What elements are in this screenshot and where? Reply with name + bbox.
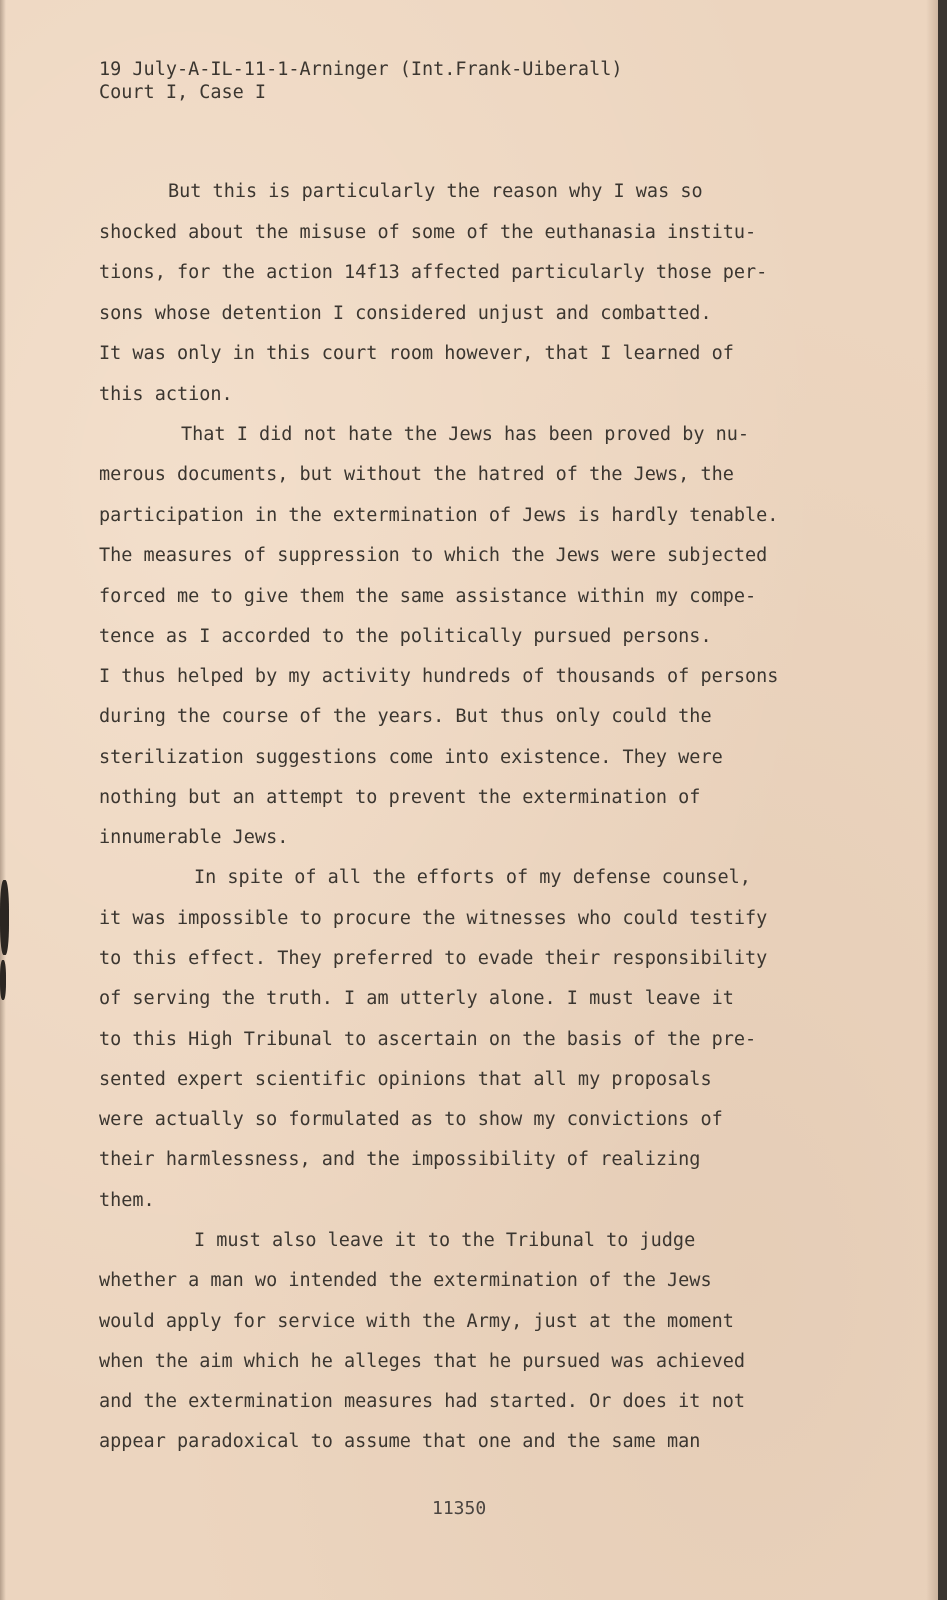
- text-line: I thus helped by my activity hundreds of thousands of persons: [99, 666, 779, 687]
- text-line: to this effect. They preferred to evade their responsibility: [99, 948, 768, 969]
- header-reference: 19 July-A-IL-11-1-Arninger (Int.Frank-Uiberall): [99, 59, 623, 80]
- text-line: them.: [99, 1190, 155, 1211]
- text-line: That I did not hate the Jews has been proved by nu-: [181, 424, 750, 445]
- text-line: whether a man wo intended the extermination of the Jews: [99, 1270, 712, 1291]
- text-line: participation in the extermination of Jews is hardly tenable.: [99, 505, 779, 526]
- text-line: sterilization suggestions come into existence. They were: [99, 747, 723, 768]
- header-court: Court I, Case I: [99, 82, 267, 103]
- text-line: In spite of all the efforts of my defense counsel,: [194, 867, 751, 888]
- text-line: shocked about the misuse of some of the euthanasia institu-: [99, 222, 757, 243]
- document-header: [99, 58, 622, 104]
- page-number: 11350: [432, 1498, 487, 1519]
- text-line: this action.: [99, 384, 233, 405]
- page-right-shadow: [926, 0, 938, 1600]
- text-line: forced me to give them the same assistance within my compe-: [99, 586, 757, 607]
- text-line: nothing but an attempt to prevent the extermination of: [99, 787, 701, 808]
- text-line: merous documents, but without the hatred of the Jews, the: [99, 464, 734, 485]
- text-line: of serving the truth. I am utterly alone. I must leave it: [99, 988, 734, 1009]
- text-line: tions, for the action 14f13 affected particularly those per-: [99, 262, 768, 283]
- text-line: appear paradoxical to assume that one and the same man: [99, 1431, 701, 1452]
- text-line: it was impossible to procure the witnesses who could testify: [99, 908, 768, 929]
- text-line: sons whose detention I considered unjust and combatted.: [99, 303, 712, 324]
- text-line: during the course of the years. But thus only could the: [99, 706, 712, 727]
- text-line: when the aim which he alleges that he pursued was achieved: [99, 1351, 746, 1372]
- text-line: were actually so formulated as to show my convictions of: [99, 1109, 723, 1130]
- text-line: sented expert scientific opinions that all my proposals: [99, 1069, 712, 1090]
- text-line: would apply for service with the Army, just at the moment: [99, 1311, 734, 1332]
- text-line: I must also leave it to the Tribunal to judge: [194, 1230, 696, 1251]
- text-line: tence as I accorded to the politically pursued persons.: [99, 626, 712, 647]
- text-line: innumerable Jews.: [99, 827, 289, 848]
- text-line: and the extermination measures had started. Or does it not: [99, 1391, 746, 1412]
- page-tear-mark: [0, 880, 9, 955]
- text-line: But this is particularly the reason why I was so: [168, 181, 703, 202]
- text-line: It was only in this court room however, that I learned of: [99, 343, 734, 364]
- page-tear-mark: [0, 960, 6, 1000]
- text-line: their harmlessness, and the impossibility of realizing: [99, 1149, 701, 1170]
- text-line: to this High Tribunal to ascertain on the basis of the pre-: [99, 1029, 757, 1050]
- page-left-shadow: [0, 0, 6, 1600]
- text-line: The measures of suppression to which the Jews were subjected: [99, 545, 768, 566]
